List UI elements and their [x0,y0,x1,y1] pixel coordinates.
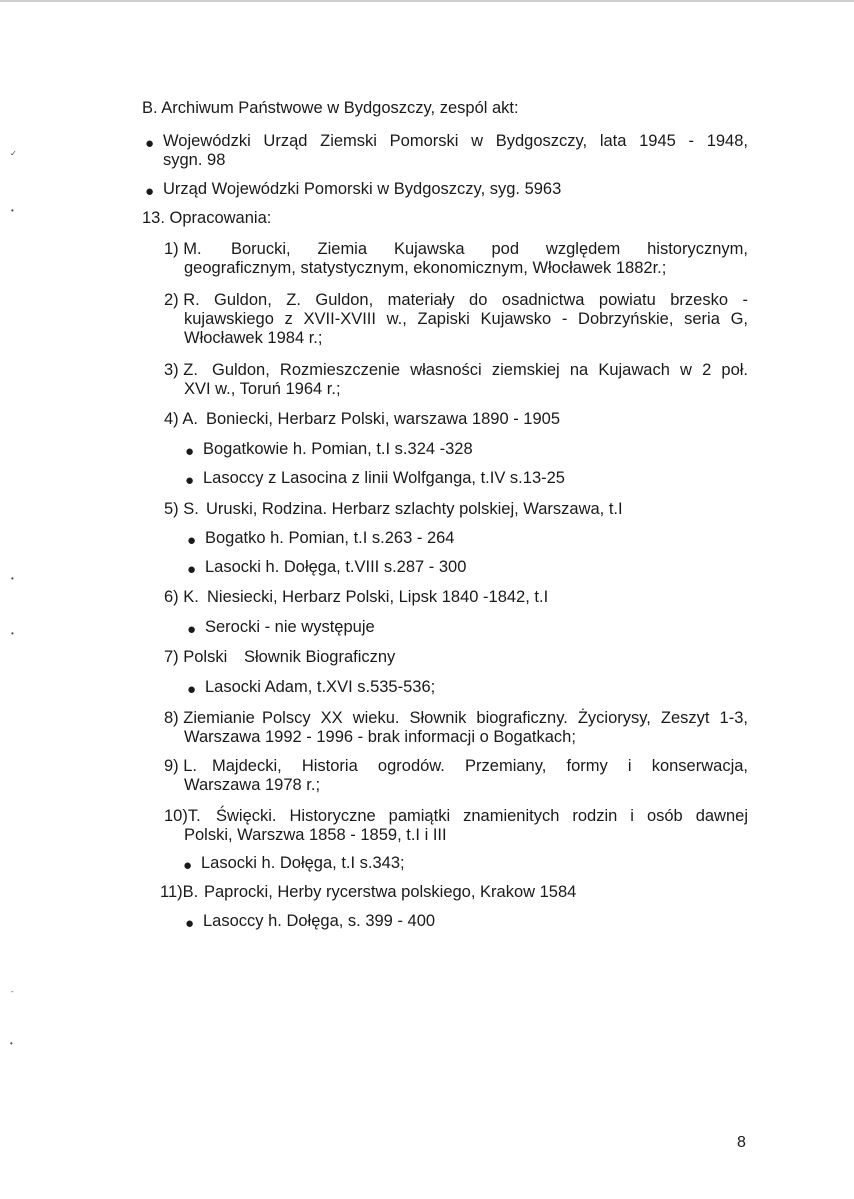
entry-number: 3) Z. [164,361,198,379]
bullet-dot: ● [185,443,195,460]
entry-text: Polscy XX wieku. Słownik biograficzny. Życiorysy, Zeszyt 1-3, [262,709,748,727]
entry-text: Majdecki, Historia ogrodów. Przemiany, formy i konserwacja, [212,757,748,775]
entry-text: Borucki, Ziemia Kujawska pod względem historycznym, [231,240,748,258]
entry-text: Niesiecki, Herbarz Polski, Lipsk 1840 -1842, t.I [207,588,549,606]
entry-text: Uruski, Rodzina. Herbarz szlachty polskiej, Warszawa, t.I [206,500,623,518]
bullet-dot: ● [187,621,197,638]
entry-text: geograficznym, statystycznym, ekonomicznym, Włocławek 1882r.; [184,259,667,277]
list-item: Wojewódzki Urząd Ziemski Pomorski w Bydgoszczy, lata 1945 - 1948, [163,132,748,150]
sub-item: Lasocki h. Dołęga, t.VIII s.287 - 300 [205,558,467,576]
entry-text: Warszawa 1978 r.; [184,776,321,794]
entry-text: Święcki. Historyczne pamiątki znamienitych rodzin i osób dawnej [216,807,748,825]
margin-speck: ✓ [10,149,17,158]
entry-number: 1) M. [164,240,202,258]
entry-text: Polski, Warszwa 1858 - 1859, t.I i III [184,826,447,844]
bullet-dot: ● [145,135,155,152]
bullet-dot: ● [185,472,195,489]
margin-speck: • [11,629,14,638]
section-13-heading: 13. Opracowania: [142,209,272,227]
margin-speck: - [11,987,14,996]
entry-text: kujawskiego z XVII-XVIII w., Zapiski Kujawsko - Dobrzyńskie, seria G, [184,310,748,328]
sub-item: Lasocki Adam, t.XVI s.535-536; [205,678,436,696]
entry-text: Warszawa 1992 - 1996 - brak informacji o Bogatkach; [184,728,576,746]
entry-number: 4) A. [164,410,198,428]
margin-speck: • [11,574,14,583]
bullet-dot: ● [187,561,197,578]
section-b-heading: B. Archiwum Państwowe w Bydgoszczy, zespól akt: [142,99,519,117]
list-item: Urząd Wojewódzki Pomorski w Bydgoszczy, syg. 5963 [163,180,562,198]
entry-text: Guldon, Z. Guldon, materiały do osadnictwa powiatu brzesko - [214,291,748,309]
entry-text: XVI w., Toruń 1964 r.; [184,380,341,398]
page-number: 8 [737,1134,746,1151]
sub-item: Serocki - nie występuje [205,618,375,636]
sub-item: Bogatkowie h. Pomian, t.I s.324 -328 [203,440,473,458]
entry-number: 10)T. [164,807,201,825]
entry-number: 11)B. [160,883,199,901]
entry-text: Paprocki, Herby rycerstwa polskiego, Krakow 1584 [204,883,577,901]
bullet-dot: ● [187,681,197,698]
entry-number: 7) Polski [164,648,228,666]
entry-text: Włocławek 1984 r.; [184,329,323,347]
entry-text: Słownik Biograficzny [244,648,396,666]
bullet-dot: ● [145,183,155,200]
list-item-continuation: sygn. 98 [163,151,226,169]
entry-number: 8) Ziemianie [164,709,255,727]
bullet-dot: ● [183,857,193,874]
sub-item: Lasoccy h. Dołęga, s. 399 - 400 [203,912,436,930]
entry-number: 6) K. [164,588,199,606]
sub-item: Lasoccy z Lasocina z linii Wolfganga, t.IV s.13-25 [203,469,565,487]
entry-text: Boniecki, Herbarz Polski, warszawa 1890 - 1905 [206,410,561,428]
entry-text: Guldon, Rozmieszczenie własności ziemskiej na Kujawach w 2 poł. [212,361,748,379]
sub-item: Lasocki h. Dołęga, t.I s.343; [201,854,405,872]
entry-number: 2) R. [164,291,200,309]
sub-item: Bogatko h. Pomian, t.I s.263 - 264 [205,529,455,547]
margin-speck: • [11,206,14,215]
bullet-dot: ● [187,532,197,549]
bullet-dot: ● [185,915,195,932]
entry-number: 9) L. [164,757,198,775]
margin-speck: • [10,1039,13,1048]
entry-number: 5) S. [164,500,199,518]
scan-top-edge [0,0,854,2]
